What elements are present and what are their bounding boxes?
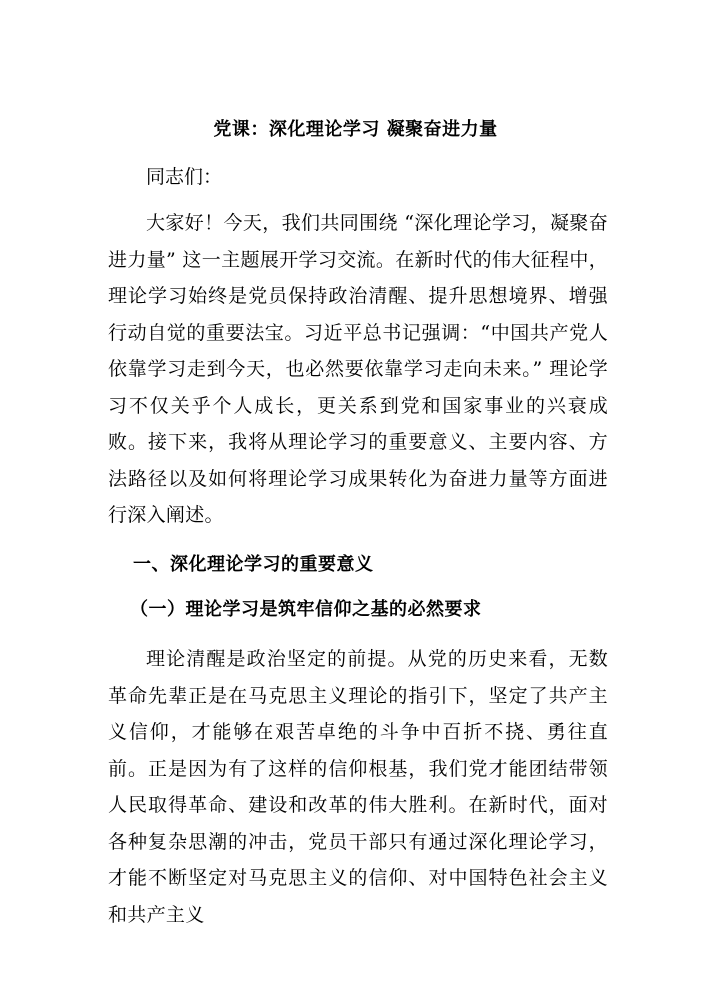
greeting: 同志们： <box>146 166 223 188</box>
document-title: 党课：深化理论学习 凝聚奋进力量 <box>213 119 498 140</box>
subsection-paragraph: 理论清醒是政治坚定的前提。从党的历史来看，无数革命先辈正是在马克思主义理论的指引下，坚定了共产主义信仰，才能够在艰苦卓绝的斗争中百折不挠、勇往直前。正是因为有了这样的信仰根基，我们党才能团结带领人民取得革命、建设和改革的伟大胜利。在新时代，面对各种复杂思潮的冲击，党员干部只有通过深化理论学习，才能不断坚定对马克思主义的信仰、对中国特色社会主义和共产主义 <box>108 648 608 926</box>
intro-paragraph: 大家好！今天，我们共同围绕 “深化理论学习，凝聚奋进力量” 这一主题展开学习交流。在新时代的伟大征程中，理论学习始终是党员保持政治清醒、提升思想境界、增强行动自觉的重要法宝。习近平总书记强调：“中国共产党人依靠学习走到今天，也必然要依靠学习走向未来。” 理论学习不仅关乎个人成长，更关系到党和国家事业的兴衰成败。接下来，我将从理论学习的重要意义、主要内容、方法路径以及如何将理论学习成果转化为奋进力量等方面进行深入阐述。 <box>108 212 608 526</box>
subsection-heading: （一）理论学习是筑牢信仰之基的必然要求 <box>130 599 482 620</box>
section-heading: 一、深化理论学习的重要意义 <box>133 554 374 575</box>
